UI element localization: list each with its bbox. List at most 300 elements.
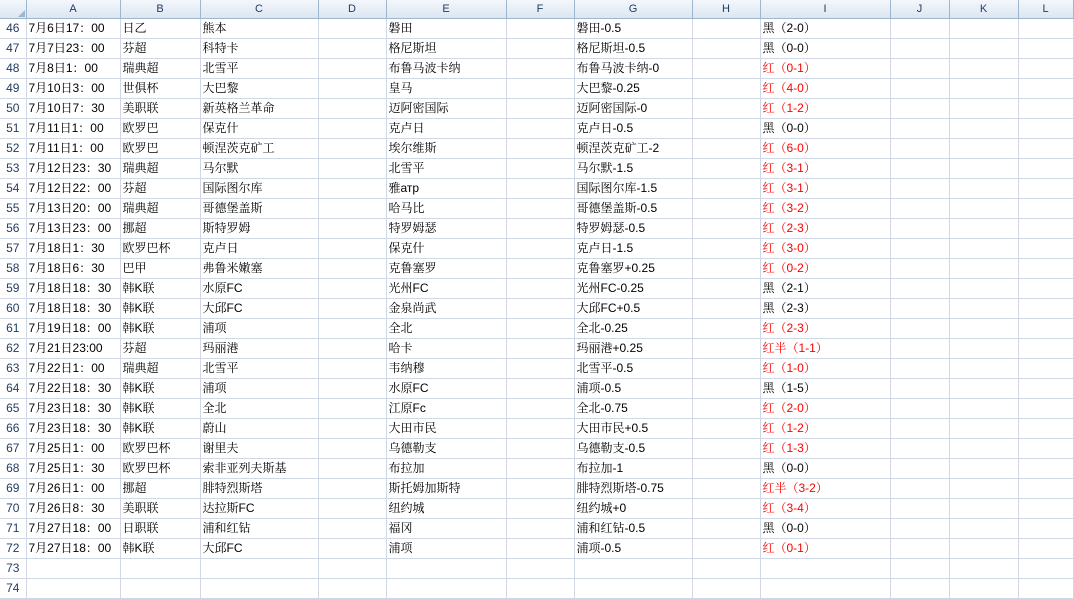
cell-f51[interactable] [506,119,574,139]
cell-j72[interactable] [890,539,949,559]
cell-k57[interactable] [949,239,1018,259]
cell-c64[interactable]: 浦项 [200,379,318,399]
cell-result-51[interactable]: 黑（0-0） [760,119,890,139]
cell-k59[interactable] [949,279,1018,299]
cell-d73[interactable] [318,559,386,579]
cell-b60[interactable]: 韩K联 [120,299,200,319]
cell-c48[interactable]: 北雪平 [200,59,318,79]
cell-l60[interactable] [1018,299,1073,319]
cell-l69[interactable] [1018,479,1073,499]
cell-c54[interactable]: 国际图尔库 [200,179,318,199]
cell-g63[interactable]: 北雪平-0.5 [574,359,692,379]
cell-d50[interactable] [318,99,386,119]
column-header-j[interactable]: J [890,0,949,19]
table-row[interactable] [0,459,1073,479]
cell-d74[interactable] [318,579,386,599]
select-all-corner-icon[interactable] [0,0,26,19]
cell-j69[interactable] [890,479,949,499]
table-row[interactable] [0,299,1073,319]
cell-result-52[interactable]: 红（6-0） [760,139,890,159]
cell-l70[interactable] [1018,499,1073,519]
cell-a69[interactable]: 7月26日1：00 [26,479,120,499]
cell-g53[interactable]: 马尔默-1.5 [574,159,692,179]
cell-l65[interactable] [1018,399,1073,419]
table-row[interactable] [0,359,1073,379]
cell-f69[interactable] [506,479,574,499]
cell-k72[interactable] [949,539,1018,559]
cell-b72[interactable]: 韩K联 [120,539,200,559]
cell-h48[interactable] [692,59,760,79]
cell-l47[interactable] [1018,39,1073,59]
cell-e51[interactable]: 克卢日 [386,119,506,139]
row-header[interactable]: 60 [0,299,26,319]
cell-j46[interactable] [890,19,949,39]
cell-f71[interactable] [506,519,574,539]
cell-result-57[interactable]: 红（3-0） [760,239,890,259]
cell-l72[interactable] [1018,539,1073,559]
cell-g62[interactable]: 玛丽港+0.25 [574,339,692,359]
cell-result-72[interactable]: 红（0-1） [760,539,890,559]
column-header-c[interactable]: C [200,0,318,19]
row-header[interactable]: 74 [0,579,26,599]
cell-b66[interactable]: 韩K联 [120,419,200,439]
cell-h49[interactable] [692,79,760,99]
row-header[interactable]: 57 [0,239,26,259]
table-row[interactable] [0,579,1073,599]
cell-a52[interactable]: 7月11日1：00 [26,139,120,159]
row-header[interactable]: 56 [0,219,26,239]
cell-result-64[interactable]: 黑（1-5） [760,379,890,399]
cell-d64[interactable] [318,379,386,399]
cell-f67[interactable] [506,439,574,459]
cell-f55[interactable] [506,199,574,219]
cell-g51[interactable]: 克卢日-0.5 [574,119,692,139]
table-row[interactable] [0,379,1073,399]
cell-f48[interactable] [506,59,574,79]
cell-l57[interactable] [1018,239,1073,259]
cell-d70[interactable] [318,499,386,519]
cell-j66[interactable] [890,419,949,439]
cell-result-50[interactable]: 红（1-2） [760,99,890,119]
cell-b58[interactable]: 巴甲 [120,259,200,279]
row-header[interactable]: 62 [0,339,26,359]
cell-k54[interactable] [949,179,1018,199]
cell-j54[interactable] [890,179,949,199]
cell-g50[interactable]: 迈阿密国际-0 [574,99,692,119]
column-header-f[interactable]: F [506,0,574,19]
cell-result-73[interactable] [760,559,890,579]
cell-d65[interactable] [318,399,386,419]
cell-h70[interactable] [692,499,760,519]
cell-j57[interactable] [890,239,949,259]
cell-e55[interactable]: 哈马比 [386,199,506,219]
cell-d66[interactable] [318,419,386,439]
cell-b61[interactable]: 韩K联 [120,319,200,339]
cell-d60[interactable] [318,299,386,319]
cell-l71[interactable] [1018,519,1073,539]
cell-d67[interactable] [318,439,386,459]
cell-b63[interactable]: 瑞典超 [120,359,200,379]
cell-result-55[interactable]: 红（3-2） [760,199,890,219]
cell-d68[interactable] [318,459,386,479]
table-row[interactable] [0,399,1073,419]
table-row[interactable] [0,79,1073,99]
cell-c68[interactable]: 索非亚列夫斯基 [200,459,318,479]
cell-g57[interactable]: 克卢日-1.5 [574,239,692,259]
cell-result-60[interactable]: 黑（2-3） [760,299,890,319]
cell-j71[interactable] [890,519,949,539]
cell-b62[interactable]: 芬超 [120,339,200,359]
cell-e64[interactable]: 水原FC [386,379,506,399]
cell-f59[interactable] [506,279,574,299]
cell-l63[interactable] [1018,359,1073,379]
cell-h55[interactable] [692,199,760,219]
table-row[interactable] [0,539,1073,559]
cell-j74[interactable] [890,579,949,599]
cell-b54[interactable]: 芬超 [120,179,200,199]
cell-b59[interactable]: 韩K联 [120,279,200,299]
cell-a73[interactable] [26,559,120,579]
row-header[interactable]: 68 [0,459,26,479]
table-row[interactable] [0,39,1073,59]
table-row[interactable] [0,99,1073,119]
cell-l50[interactable] [1018,99,1073,119]
cell-f49[interactable] [506,79,574,99]
cell-a48[interactable]: 7月8日1：00 [26,59,120,79]
row-header[interactable]: 70 [0,499,26,519]
cell-k49[interactable] [949,79,1018,99]
cell-c67[interactable]: 谢里夫 [200,439,318,459]
cell-b68[interactable]: 欧罗巴杯 [120,459,200,479]
cell-j67[interactable] [890,439,949,459]
cell-h54[interactable] [692,179,760,199]
cell-g61[interactable]: 全北-0.25 [574,319,692,339]
row-header[interactable]: 69 [0,479,26,499]
cell-h62[interactable] [692,339,760,359]
cell-h63[interactable] [692,359,760,379]
cell-a56[interactable]: 7月13日23：00 [26,219,120,239]
cell-f50[interactable] [506,99,574,119]
cell-h72[interactable] [692,539,760,559]
cell-a54[interactable]: 7月12日22：00 [26,179,120,199]
cell-h46[interactable] [692,19,760,39]
cell-b55[interactable]: 瑞典超 [120,199,200,219]
table-row[interactable] [0,439,1073,459]
cell-h47[interactable] [692,39,760,59]
cell-f54[interactable] [506,179,574,199]
cell-e73[interactable] [386,559,506,579]
cell-k64[interactable] [949,379,1018,399]
cell-c65[interactable]: 全北 [200,399,318,419]
cell-f47[interactable] [506,39,574,59]
cell-e48[interactable]: 布鲁马波卡纳 [386,59,506,79]
cell-l46[interactable] [1018,19,1073,39]
cell-f74[interactable] [506,579,574,599]
cell-a59[interactable]: 7月18日18：30 [26,279,120,299]
cell-f60[interactable] [506,299,574,319]
cell-e72[interactable]: 浦项 [386,539,506,559]
cell-l64[interactable] [1018,379,1073,399]
row-header[interactable]: 58 [0,259,26,279]
cell-e49[interactable]: 皇马 [386,79,506,99]
cell-a63[interactable]: 7月22日1：00 [26,359,120,379]
column-header-a[interactable]: A [26,0,120,19]
cell-e57[interactable]: 保克什 [386,239,506,259]
cell-g69[interactable]: 腓特烈斯塔-0.75 [574,479,692,499]
cell-f65[interactable] [506,399,574,419]
cell-g70[interactable]: 纽约城+0 [574,499,692,519]
cell-k55[interactable] [949,199,1018,219]
cell-e63[interactable]: 韦纳穆 [386,359,506,379]
cell-e67[interactable]: 乌德勒支 [386,439,506,459]
table-row[interactable] [0,199,1073,219]
cell-g74[interactable] [574,579,692,599]
cell-j64[interactable] [890,379,949,399]
cell-g71[interactable]: 浦和红钻-0.5 [574,519,692,539]
cell-e66[interactable]: 大田市民 [386,419,506,439]
cell-f57[interactable] [506,239,574,259]
row-header[interactable]: 71 [0,519,26,539]
cell-b50[interactable]: 美职联 [120,99,200,119]
cell-h59[interactable] [692,279,760,299]
cell-g55[interactable]: 哥德堡盖斯-0.5 [574,199,692,219]
cell-result-65[interactable]: 红（2-0） [760,399,890,419]
table-row[interactable] [0,279,1073,299]
cell-l59[interactable] [1018,279,1073,299]
row-header[interactable]: 63 [0,359,26,379]
cell-k70[interactable] [949,499,1018,519]
cell-e60[interactable]: 金泉尚武 [386,299,506,319]
cell-e69[interactable]: 斯托姆加斯特 [386,479,506,499]
cell-result-69[interactable]: 红半（3-2） [760,479,890,499]
cell-h74[interactable] [692,579,760,599]
cell-k46[interactable] [949,19,1018,39]
cell-j56[interactable] [890,219,949,239]
cell-l73[interactable] [1018,559,1073,579]
cell-b65[interactable]: 韩K联 [120,399,200,419]
cell-c74[interactable] [200,579,318,599]
row-header[interactable]: 53 [0,159,26,179]
cell-d53[interactable] [318,159,386,179]
cell-h53[interactable] [692,159,760,179]
cell-f66[interactable] [506,419,574,439]
cell-c72[interactable]: 大邱FC [200,539,318,559]
cell-e50[interactable]: 迈阿密国际 [386,99,506,119]
cell-d51[interactable] [318,119,386,139]
cell-result-56[interactable]: 红（2-3） [760,219,890,239]
cell-f61[interactable] [506,319,574,339]
table-row[interactable] [0,319,1073,339]
cell-b67[interactable]: 欧罗巴杯 [120,439,200,459]
cell-f73[interactable] [506,559,574,579]
cell-h66[interactable] [692,419,760,439]
cell-result-49[interactable]: 红（4-0） [760,79,890,99]
cell-a46[interactable]: 7月6日17：00 [26,19,120,39]
cell-j52[interactable] [890,139,949,159]
cell-f68[interactable] [506,459,574,479]
cell-h61[interactable] [692,319,760,339]
cell-l58[interactable] [1018,259,1073,279]
row-header[interactable]: 64 [0,379,26,399]
cell-a71[interactable]: 7月27日18：00 [26,519,120,539]
table-row[interactable] [0,119,1073,139]
cell-h58[interactable] [692,259,760,279]
cell-result-66[interactable]: 红（1-2） [760,419,890,439]
cell-a67[interactable]: 7月25日1：00 [26,439,120,459]
column-header-d[interactable]: D [318,0,386,19]
cell-c60[interactable]: 大邱FC [200,299,318,319]
row-header[interactable]: 66 [0,419,26,439]
table-row[interactable] [0,19,1073,39]
column-header-k[interactable]: K [949,0,1018,19]
cell-c47[interactable]: 科特卡 [200,39,318,59]
cell-f46[interactable] [506,19,574,39]
cell-a72[interactable]: 7月27日18：00 [26,539,120,559]
cell-c50[interactable]: 新英格兰革命 [200,99,318,119]
cell-a74[interactable] [26,579,120,599]
cell-j68[interactable] [890,459,949,479]
cell-d58[interactable] [318,259,386,279]
cell-j60[interactable] [890,299,949,319]
cell-f56[interactable] [506,219,574,239]
cell-l66[interactable] [1018,419,1073,439]
cell-l49[interactable] [1018,79,1073,99]
cell-l48[interactable] [1018,59,1073,79]
cell-result-74[interactable] [760,579,890,599]
cell-j58[interactable] [890,259,949,279]
table-row[interactable] [0,239,1073,259]
cell-g58[interactable]: 克鲁塞罗+0.25 [574,259,692,279]
cell-c61[interactable]: 浦项 [200,319,318,339]
cell-l62[interactable] [1018,339,1073,359]
cell-k48[interactable] [949,59,1018,79]
table-row[interactable] [0,519,1073,539]
cell-g66[interactable]: 大田市民+0.5 [574,419,692,439]
cell-a61[interactable]: 7月19日18：00 [26,319,120,339]
cell-b74[interactable] [120,579,200,599]
table-row[interactable] [0,159,1073,179]
cell-j70[interactable] [890,499,949,519]
cell-d46[interactable] [318,19,386,39]
cell-result-48[interactable]: 红（0-1） [760,59,890,79]
cell-l61[interactable] [1018,319,1073,339]
cell-b73[interactable] [120,559,200,579]
row-header[interactable]: 65 [0,399,26,419]
cell-h64[interactable] [692,379,760,399]
cell-e53[interactable]: 北雪平 [386,159,506,179]
cell-f58[interactable] [506,259,574,279]
cell-result-54[interactable]: 红（3-1） [760,179,890,199]
cell-l53[interactable] [1018,159,1073,179]
cell-c58[interactable]: 弗鲁米嫩塞 [200,259,318,279]
row-header[interactable]: 67 [0,439,26,459]
table-row[interactable] [0,219,1073,239]
cell-f72[interactable] [506,539,574,559]
cell-e47[interactable]: 格尼斯坦 [386,39,506,59]
cell-b69[interactable]: 挪超 [120,479,200,499]
cell-c59[interactable]: 水原FC [200,279,318,299]
cell-a64[interactable]: 7月22日18：30 [26,379,120,399]
row-header[interactable]: 54 [0,179,26,199]
cell-k71[interactable] [949,519,1018,539]
cell-h52[interactable] [692,139,760,159]
row-header[interactable]: 72 [0,539,26,559]
cell-d59[interactable] [318,279,386,299]
cell-b71[interactable]: 日职联 [120,519,200,539]
cell-c56[interactable]: 斯特罗姆 [200,219,318,239]
cell-f53[interactable] [506,159,574,179]
cell-a55[interactable]: 7月13日20：00 [26,199,120,219]
cell-c57[interactable]: 克卢日 [200,239,318,259]
cell-k65[interactable] [949,399,1018,419]
cell-d48[interactable] [318,59,386,79]
cell-h68[interactable] [692,459,760,479]
cell-k47[interactable] [949,39,1018,59]
cell-d71[interactable] [318,519,386,539]
cell-k61[interactable] [949,319,1018,339]
cell-l51[interactable] [1018,119,1073,139]
cell-a70[interactable]: 7月26日8：30 [26,499,120,519]
cell-g49[interactable]: 大巴黎-0.25 [574,79,692,99]
cell-a62[interactable]: 7月21日23:00 [26,339,120,359]
cell-d62[interactable] [318,339,386,359]
cell-e65[interactable]: 江原Fc [386,399,506,419]
cell-d63[interactable] [318,359,386,379]
cell-e58[interactable]: 克鲁塞罗 [386,259,506,279]
cell-e61[interactable]: 全北 [386,319,506,339]
cell-b52[interactable]: 欧罗巴 [120,139,200,159]
table-row[interactable] [0,259,1073,279]
cell-c69[interactable]: 腓特烈斯塔 [200,479,318,499]
cell-result-63[interactable]: 红（1-0） [760,359,890,379]
cell-j53[interactable] [890,159,949,179]
cell-f62[interactable] [506,339,574,359]
cell-k73[interactable] [949,559,1018,579]
cell-result-53[interactable]: 红（3-1） [760,159,890,179]
table-row[interactable] [0,559,1073,579]
cell-c49[interactable]: 大巴黎 [200,79,318,99]
cell-a53[interactable]: 7月12日23：30 [26,159,120,179]
cell-e74[interactable] [386,579,506,599]
cell-g52[interactable]: 顿涅茨克矿工-2 [574,139,692,159]
cell-l56[interactable] [1018,219,1073,239]
cell-result-61[interactable]: 红（2-3） [760,319,890,339]
cell-b46[interactable]: 日乙 [120,19,200,39]
cell-k51[interactable] [949,119,1018,139]
cell-a47[interactable]: 7月7日23：00 [26,39,120,59]
cell-d49[interactable] [318,79,386,99]
cell-g73[interactable] [574,559,692,579]
cell-d56[interactable] [318,219,386,239]
cell-h69[interactable] [692,479,760,499]
cell-k60[interactable] [949,299,1018,319]
cell-j48[interactable] [890,59,949,79]
cell-a66[interactable]: 7月23日18：30 [26,419,120,439]
column-header-b[interactable]: B [120,0,200,19]
cell-h73[interactable] [692,559,760,579]
cell-g56[interactable]: 特罗姆瑟-0.5 [574,219,692,239]
cell-b64[interactable]: 韩K联 [120,379,200,399]
table-row[interactable] [0,479,1073,499]
column-header-h[interactable]: H [692,0,760,19]
table-row[interactable] [0,139,1073,159]
row-header[interactable]: 51 [0,119,26,139]
cell-k67[interactable] [949,439,1018,459]
cell-k53[interactable] [949,159,1018,179]
cell-h67[interactable] [692,439,760,459]
cell-g67[interactable]: 乌德勒支-0.5 [574,439,692,459]
cell-a68[interactable]: 7月25日1：30 [26,459,120,479]
